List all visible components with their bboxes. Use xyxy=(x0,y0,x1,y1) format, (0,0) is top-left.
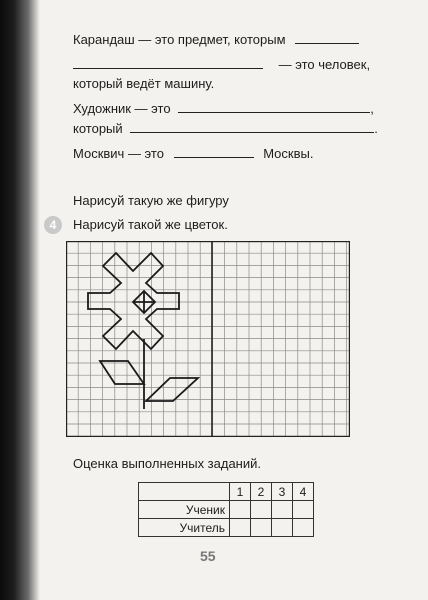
assessment-col-4: 4 xyxy=(293,483,314,501)
sentence-artist xyxy=(73,100,374,117)
assessment-row-label-teacher: Учитель xyxy=(139,519,230,537)
assessment-cell[interactable] xyxy=(251,501,272,519)
sentence-pencil xyxy=(73,31,359,48)
assessment-row-student xyxy=(139,501,314,519)
comma: , xyxy=(370,101,374,116)
task-draw-flower-text: Нарисуй такой же цветок. xyxy=(73,217,228,232)
assessment-col-2: 2 xyxy=(251,483,272,501)
answer-blank-1[interactable] xyxy=(295,31,359,44)
sentence-driver-continued-text: который ведёт машину. xyxy=(73,76,215,91)
assessment-corner-cell xyxy=(139,483,230,501)
book-spine-shadow xyxy=(0,0,40,600)
answer-blank-5[interactable] xyxy=(174,145,254,158)
task-draw-figure xyxy=(73,193,229,209)
assessment-cell[interactable] xyxy=(230,519,251,537)
sentence-moscow-end: Москвы. xyxy=(263,146,314,161)
assessment-title-text: Оценка выполненных заданий. xyxy=(73,456,261,471)
flower-leaf-right xyxy=(146,378,198,401)
assessment-row-teacher xyxy=(139,519,314,537)
assessment-cell[interactable] xyxy=(272,501,293,519)
assessment-col-1: 1 xyxy=(230,483,251,501)
answer-blank-4[interactable] xyxy=(130,120,374,133)
sentence-artist-continued xyxy=(73,120,378,137)
sentence-artist-text: Художник — это xyxy=(73,101,171,116)
assessment-cell[interactable] xyxy=(251,519,272,537)
assessment-table xyxy=(138,482,314,537)
flower-sample xyxy=(88,253,198,409)
page-number: 55 xyxy=(200,548,216,564)
assessment-cell[interactable] xyxy=(293,501,314,519)
assessment-cell[interactable] xyxy=(272,519,293,537)
task-number-badge: 4 xyxy=(44,216,62,234)
assessment-col-3: 3 xyxy=(272,483,293,501)
assessment-cell[interactable] xyxy=(293,519,314,537)
sentence-driver xyxy=(73,56,370,73)
assessment-title xyxy=(73,456,261,472)
sentence-artist-continued-text: который xyxy=(73,121,123,136)
drawing-grid[interactable] xyxy=(66,241,350,437)
sentence-driver-continued xyxy=(73,76,214,92)
answer-blank-2[interactable] xyxy=(73,56,263,69)
sentence-driver-text: — это человек, xyxy=(278,57,371,72)
flower-leaf-left xyxy=(100,361,144,384)
sentence-pencil-text: Карандаш — это предмет, которым xyxy=(73,32,286,47)
assessment-cell[interactable] xyxy=(230,501,251,519)
answer-blank-3[interactable] xyxy=(178,100,370,113)
sentence-moscow-text: Москвич — это xyxy=(73,146,164,161)
sentence-moscow xyxy=(73,145,313,162)
task-draw-figure-text: Нарисуй такую же фигуру xyxy=(73,193,229,208)
assessment-header-row xyxy=(139,483,314,501)
period: . xyxy=(374,121,378,136)
assessment-row-label-student: Ученик xyxy=(139,501,230,519)
task-draw-flower xyxy=(73,217,228,233)
